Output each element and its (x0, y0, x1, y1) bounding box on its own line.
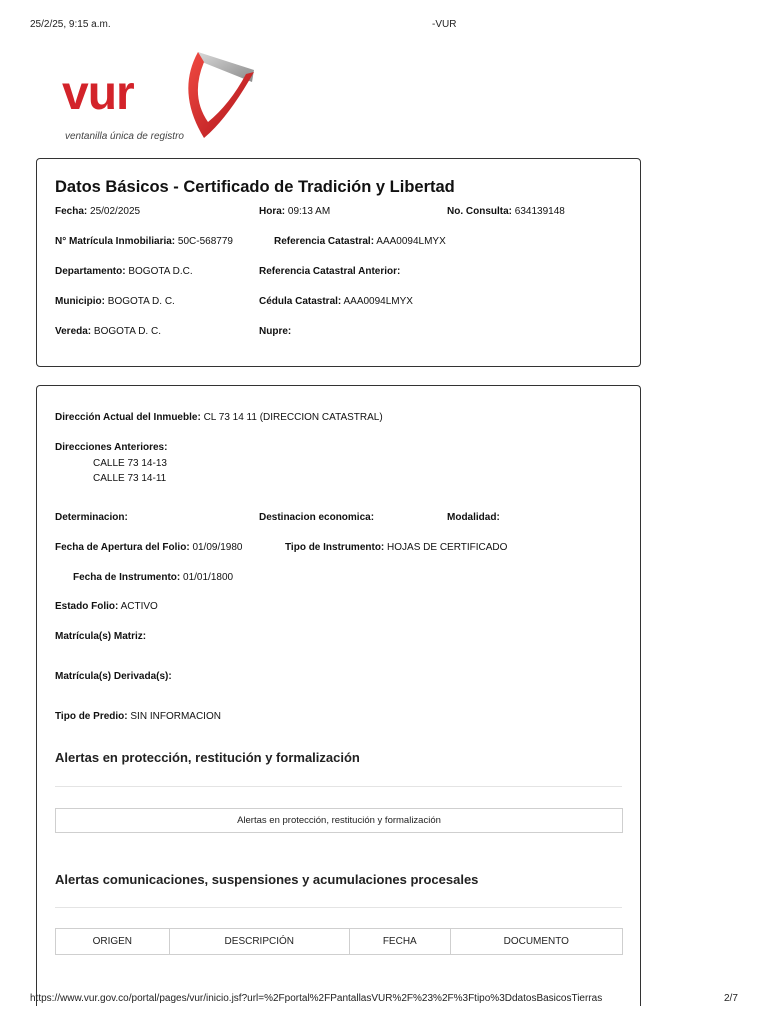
column-header-origen[interactable]: ORIGEN (56, 929, 170, 954)
determinacion-field: Determinacion: (55, 512, 128, 523)
print-page-title: -VUR (432, 19, 457, 30)
modalidad-field: Modalidad: (447, 512, 500, 523)
print-page-number: 2/7 (724, 993, 738, 1004)
consulta-field: No. Consulta: 634139148 (447, 206, 565, 217)
column-header-documento[interactable]: DOCUMENTO (503, 936, 569, 947)
direccion-anterior-item: CALLE 73 14-13 (93, 458, 167, 469)
hora-field: Hora: 09:13 AM (259, 206, 331, 217)
cedula-field: Cédula Catastral: AAA0094LMYX (259, 296, 413, 307)
nupre-field: Nupre: (259, 326, 292, 337)
tipo-instrumento-field: Tipo de Instrumento: HOJAS DE CERTIFICADO (285, 542, 508, 553)
logo-shield-icon (168, 48, 258, 140)
divider (55, 907, 622, 908)
direcciones-anteriores-label: Direcciones Anteriores: (55, 442, 168, 453)
print-url: https://www.vur.gov.co/portal/pages/vur/inicio.jsf?url=%2Fportal%2FPantallasVUR%2F%23%2F%3Ftipo%3DdatosBasicosTierras (30, 993, 603, 1004)
vur-logo[interactable] (58, 48, 263, 148)
datos-basicos-title: Datos Básicos - Certificado de Tradición y Libertad (55, 178, 455, 196)
datos-basicos-card (36, 158, 641, 367)
alertas-proteccion-title: Alertas en protección, restitución y formalización (55, 750, 360, 765)
column-header-descripcion[interactable]: DESCRIPCIÓN (170, 929, 350, 954)
matricula-field: N° Matrícula Inmobiliaria: 50C-568779 (55, 236, 233, 247)
vereda-field: Vereda: BOGOTA D. C. (55, 326, 161, 337)
matricula-derivada-field: Matrícula(s) Derivada(s): (55, 671, 172, 682)
departamento-field: Departamento: BOGOTA D.C. (55, 266, 193, 277)
inmueble-card (36, 385, 641, 1006)
logo-tagline: ventanilla única de registro (65, 131, 184, 142)
column-header-fecha[interactable]: FECHA (350, 929, 451, 954)
tipo-predio-field: Tipo de Predio: SIN INFORMACION (55, 711, 221, 722)
comunicaciones-table-header (55, 928, 623, 955)
fecha-field: Fecha: 25/02/2025 (55, 206, 141, 217)
ref-catastral-field: Referencia Catastral: AAA0094LMYX (274, 236, 446, 247)
direccion-anterior-item: CALLE 73 14-11 (93, 473, 167, 484)
ref-anterior-field: Referencia Catastral Anterior: (259, 266, 401, 277)
print-datetime: 25/2/25, 9:15 a.m. (30, 19, 111, 30)
matricula-matriz-field: Matrícula(s) Matriz: (55, 631, 147, 642)
fecha-instrumento-field: Fecha de Instrumento: 01/01/1800 (73, 572, 234, 583)
destinacion-field: Destinacion economica: (259, 512, 375, 523)
estado-folio-field: Estado Folio: ACTIVO (55, 601, 158, 612)
apertura-field: Fecha de Apertura del Folio: 01/09/1980 (55, 542, 243, 553)
direccion-field: Dirección Actual del Inmueble: CL 73 14 11 (DIRECCION CATASTRAL) (55, 412, 383, 423)
alertas-proteccion-box: Alertas en protección, restitución y formalización (55, 808, 623, 833)
logo-wordmark: vur (62, 67, 134, 120)
divider (55, 786, 622, 787)
alertas-comunicaciones-title: Alertas comunicaciones, suspensiones y acumulaciones procesales (55, 872, 479, 887)
municipio-field: Municipio: BOGOTA D. C. (55, 296, 175, 307)
